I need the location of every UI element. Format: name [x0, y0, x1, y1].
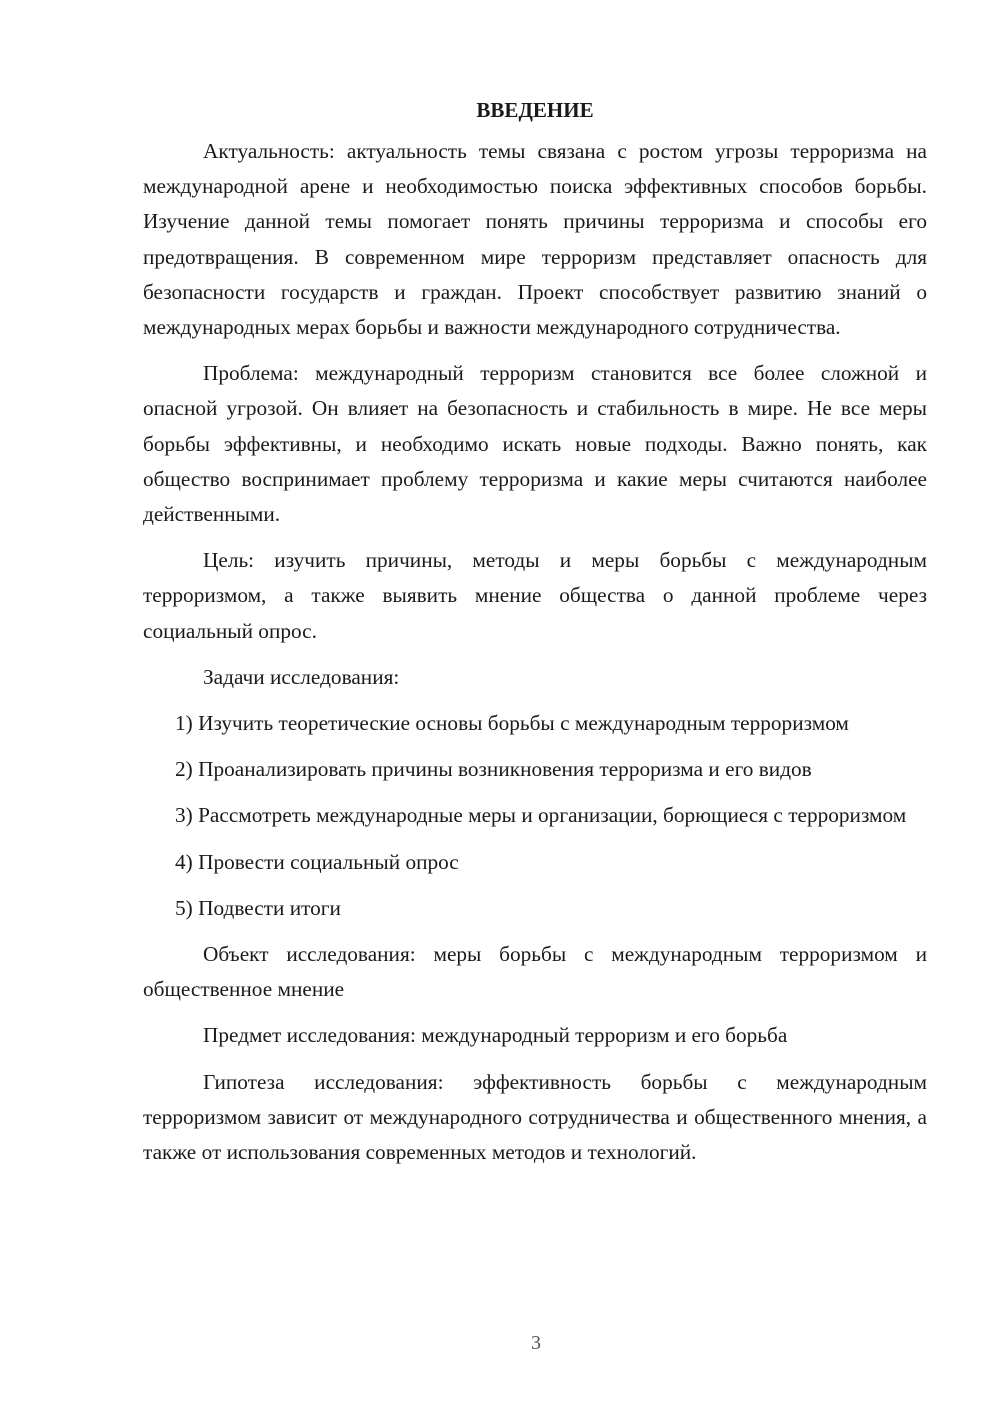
hypothesis-paragraph: Гипотеза исследования: эффективность борьбы с международным терроризмом зависит от международного сотрудничества и общественного мнения, а также от использования современных методов и технологий.: [143, 1069, 927, 1165]
research-subject-paragraph: Предмет исследования: международный терроризм и его борьба: [203, 1023, 788, 1048]
task-item-3: 3) Рассмотреть международные меры и организации, борющиеся с терроризмом: [175, 803, 907, 828]
page-number: 3: [531, 1332, 541, 1354]
task-item-1: 1) Изучить теоретические основы борьбы с международным терроризмом: [175, 711, 849, 736]
page-title: ВВЕДЕНИЕ: [476, 98, 594, 122]
research-object-paragraph: Объект исследования: меры борьбы с международным терроризмом и общественное мнение: [143, 942, 927, 1002]
goal-paragraph: Цель: изучить причины, методы и меры борьбы с международным терроризмом, а также выявить мнение общества о данной проблеме через социальный опрос.: [143, 548, 927, 643]
task-item-2: 2) Проанализировать причины возникновения терроризма и его видов: [175, 757, 812, 782]
task-item-5: 5) Подвести итоги: [175, 895, 341, 920]
relevance-paragraph: Актуальность: актуальность темы связана с ростом угрозы терроризма на международной арене и необходимостью поиска эффективных способов борьбы. Изучение данной темы помогает понять причины терроризма и способы его предотвращения. В современном мире терроризм представляет опасность для безопасности государств и граждан. Проект способствует развитию знаний о международных мерах борьбы и важности международного сотрудничества.: [143, 139, 927, 340]
problem-paragraph: Проблема: международный терроризм становится все более сложной и опасной угрозой. Он влияет на безопасность и стабильность в мире. Не все меры борьбы эффективны, и необходимо искать новые подходы. Важно понять, как общество воспринимает проблему терроризма и какие меры считаются наиболее действенными.: [143, 361, 927, 527]
document-page: [143, 92, 927, 1181]
task-item-4: 4) Провести социальный опрос: [175, 849, 459, 874]
tasks-heading: Задачи исследования:: [203, 664, 400, 689]
